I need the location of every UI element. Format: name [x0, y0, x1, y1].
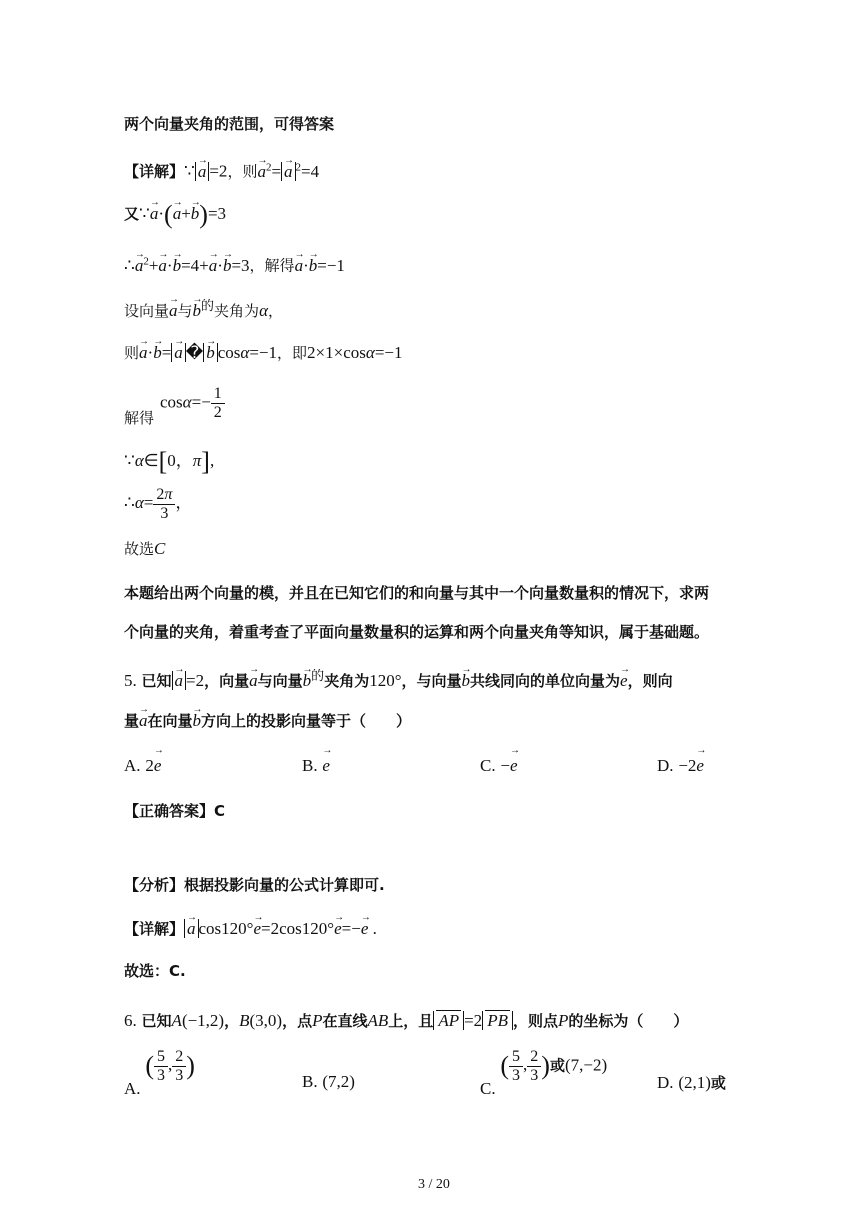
- text-line: ∴α= $\frac{2\pi}{3}$ ，: [124, 486, 193, 522]
- text-fragment: 设向量: [124, 302, 170, 320]
- option-d[interactable]: D. (2,1)或: [657, 1073, 726, 1092]
- option-label: B.: [302, 1072, 318, 1091]
- option-a[interactable]: A. 2→ e: [124, 756, 161, 776]
- option-a[interactable]: A. ( $\frac{5}{3}$ , $\frac{2}{3}$ ): [124, 1048, 195, 1099]
- text-fragment: 故选: [124, 540, 155, 558]
- page-number: 3 / 20: [418, 1177, 450, 1192]
- text-fragment: 夹角为: [214, 302, 260, 320]
- question-6-line: 6. 已知A(−1,2)，B(3,0)，点P在直线AB上，且 AP =2 PB ，则点P的坐标为（ ）: [124, 1011, 689, 1030]
- option-d[interactable]: D. −2→ e: [657, 756, 704, 776]
- text-line: 设向量→ a与→ $b^的$夹角为α，: [124, 296, 283, 322]
- text-fragment: ，解得: [249, 256, 295, 275]
- text-fragment: 上，且: [388, 1012, 434, 1030]
- text-line: 故选C: [124, 539, 166, 558]
- question-number: 5.: [124, 671, 137, 690]
- text-line: ∴→ $a^2+\to a\cdot\to b=4+\to a\cdot\to b=3$，解得→ a·→ b=−1: [124, 250, 345, 277]
- text-fragment: 或: [710, 1074, 726, 1092]
- text-fragment: 解得: [124, 409, 155, 427]
- summary-line: 个向量的夹角，着重考查了平面向量数量积的运算和两个向量夹角等知识，属于基础题。: [124, 623, 710, 641]
- detail-line: 【详解】→ a cos120°→ e=2cos120°→ e=−→ e .: [124, 918, 377, 940]
- text-line: 则→ a·→ b=→ a �→ b cosα=−1，即2×1×cosα=−1: [124, 342, 403, 364]
- text-fragment: ，: [224, 1012, 240, 1030]
- choose-line: 故选：C.: [124, 962, 186, 980]
- text-fragment: 又: [124, 205, 140, 223]
- detail-label: 【详解】: [124, 920, 185, 938]
- text-line: 【详解】∵→ a =2，则→ $a^2=\to a$ $^2$=4: [124, 156, 319, 183]
- correct-answer: 【正确答案】C: [124, 802, 226, 820]
- question-number: 6.: [124, 1011, 137, 1030]
- text-line: 两个向量夹角的范围，可得答案: [124, 115, 335, 133]
- text-fragment: ，与向量: [401, 672, 462, 690]
- option-label: D.: [657, 756, 674, 775]
- text-line: ∵α∈[0，π],: [124, 447, 215, 477]
- text-fragment: ，向量: [204, 672, 250, 690]
- text-fragment: 方向上的投影向量等于（ ）: [201, 712, 412, 730]
- option-label: C.: [480, 1079, 496, 1099]
- text-fragment: 夹角为: [324, 672, 370, 690]
- text-fragment: 或: [549, 1056, 565, 1075]
- option-c[interactable]: C. ( $\frac{5}{3}$ , $\frac{2}{3}$ )或(7,−2): [480, 1048, 608, 1099]
- option-label: B.: [302, 756, 318, 775]
- text-fragment: 在直线: [322, 1012, 368, 1030]
- text-fragment: 与: [177, 302, 193, 320]
- option-label: D.: [657, 1073, 674, 1092]
- text-fragment: ，则: [227, 162, 258, 181]
- summary-line: 本题给出两个向量的模，并且在已知它们的和向量与其中一个向量数量积的情况下，求两: [124, 584, 710, 602]
- detail-label: 【详解】: [124, 162, 185, 181]
- question-5-line-1: 5. 已知→ a =2，向量→ a与向量→ $b^的$夹角为120°，与向量→ b共线同向的单位向量为→ e，则向: [124, 666, 673, 692]
- text-fragment: 共线同向的单位向量为: [470, 672, 621, 690]
- text-fragment: ，则向: [627, 672, 673, 690]
- option-c[interactable]: C. −→ e: [480, 756, 518, 776]
- option-label: C.: [480, 756, 496, 775]
- option-b[interactable]: B. → e: [302, 756, 330, 776]
- text-fragment: 在向量: [147, 712, 193, 730]
- text-fragment: 则: [124, 344, 140, 362]
- text-fragment: ，即: [277, 344, 308, 362]
- option-label: A.: [124, 1079, 141, 1099]
- text-fragment: 量: [124, 712, 140, 730]
- text-fragment: 已知: [141, 1012, 172, 1030]
- text-fragment: 的: [311, 669, 325, 684]
- question-5-line-2: 量→ a在向量→ b方向上的投影向量等于（ ）: [124, 710, 411, 732]
- text-fragment: 的坐标为（ ）: [568, 1012, 689, 1030]
- analysis-line: 【分析】根据投影向量的公式计算即可.: [124, 876, 385, 894]
- option-label: A.: [124, 756, 141, 775]
- option-b[interactable]: B. (7,2): [302, 1072, 355, 1091]
- text-fragment: 已知: [141, 672, 172, 690]
- text-fragment: 与向量: [257, 672, 303, 690]
- text-fragment: ，则点: [512, 1012, 558, 1030]
- text-fragment: ，点: [282, 1012, 313, 1030]
- text-fragment: 的: [201, 299, 215, 314]
- text-line: 又∵→ a·(→ a+→ b)=3: [124, 203, 226, 226]
